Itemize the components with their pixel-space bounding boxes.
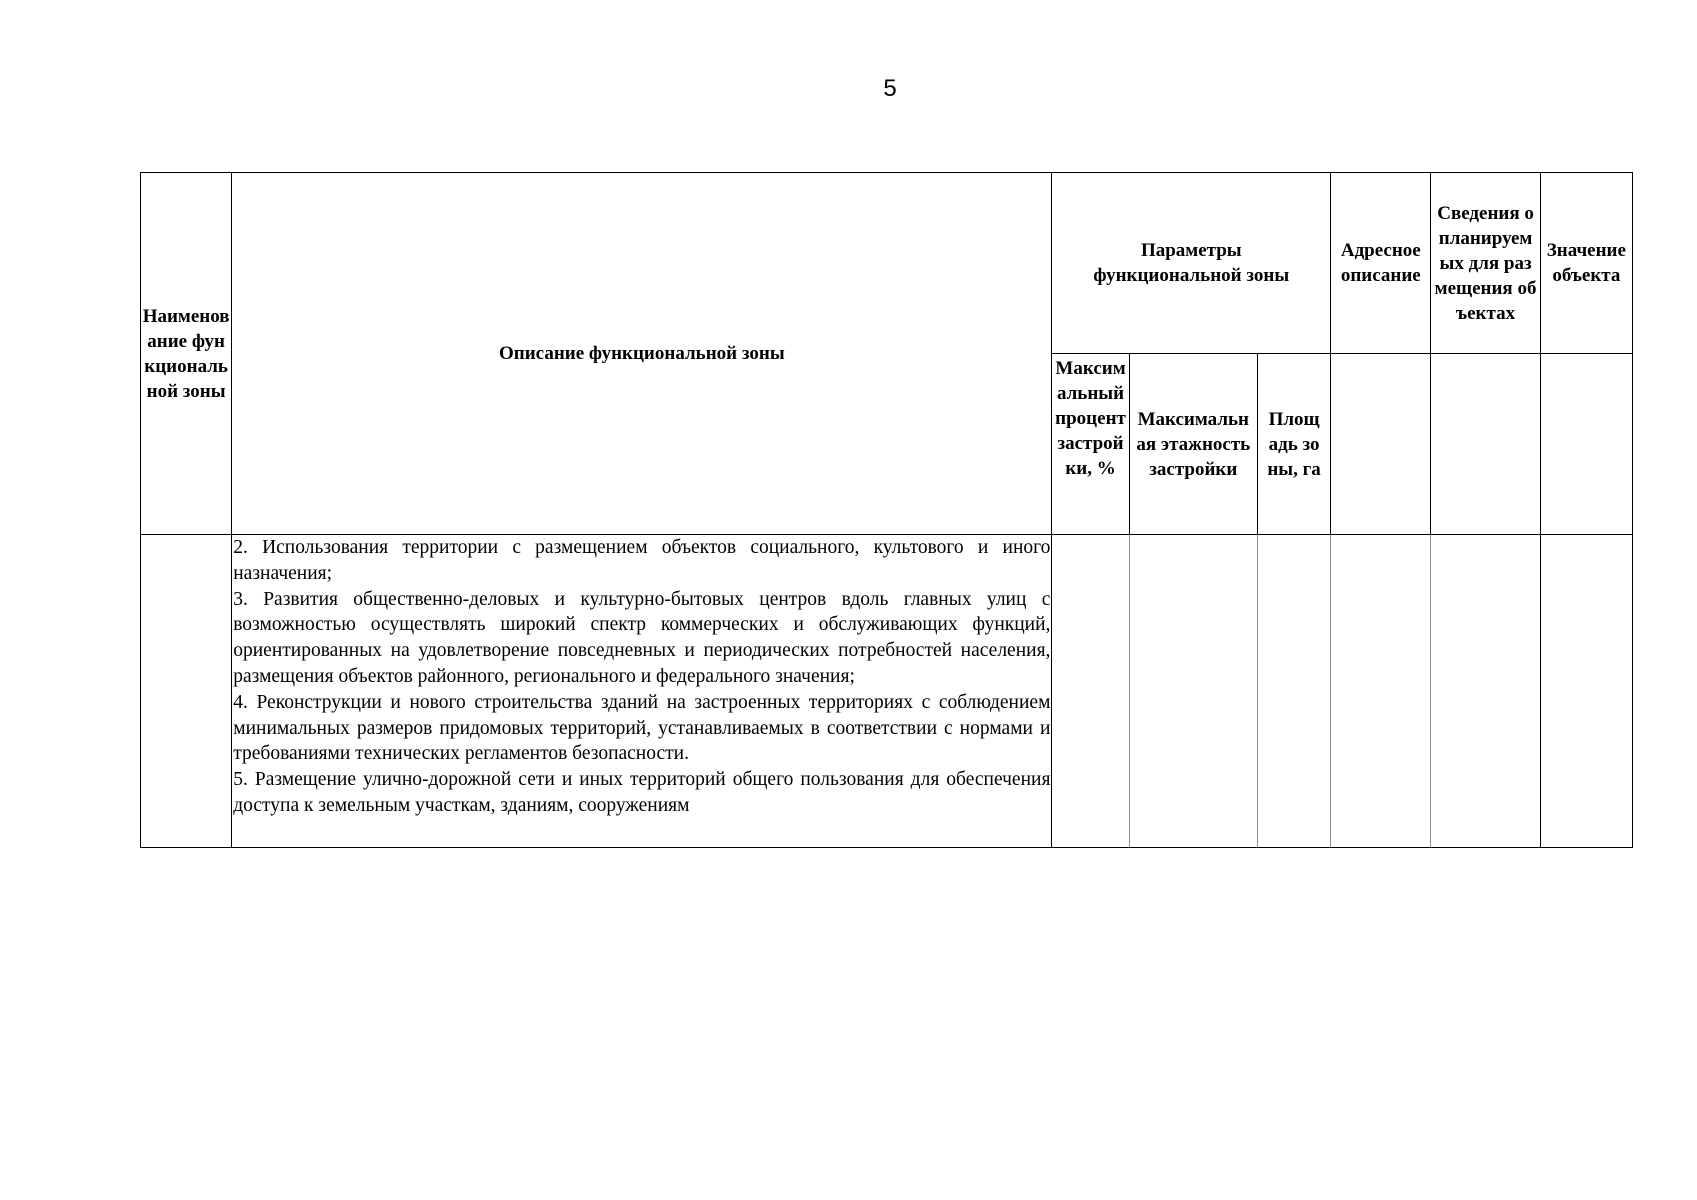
address-cell <box>1331 535 1431 848</box>
table-row <box>141 535 1633 848</box>
description-item-5: 5. Размещение улично-дорожной сети и иных территорий общего пользования для обеспечения доступа к земельным участкам, зданиям, сооружениям <box>233 769 1051 816</box>
zone-description-cell <box>232 535 1052 848</box>
object-value-cell <box>1540 535 1632 848</box>
header-zone-parameters-label: Параметры функциональной зоны <box>1093 240 1290 286</box>
header-zone-description <box>232 173 1052 535</box>
header-zone-area <box>1257 354 1330 535</box>
header-object-value <box>1540 173 1632 354</box>
header-max-build-percent-label: Максимальный процент застройки, % <box>1055 358 1126 479</box>
header-zone-description-label: Описание функциональной зоны <box>499 343 785 364</box>
page-number: 5 <box>883 75 897 102</box>
header-address-sub <box>1331 354 1431 535</box>
header-max-floors-label: Максимальная этажность застройки <box>1136 408 1251 480</box>
max-floors-cell <box>1129 535 1257 848</box>
header-address-label: Адресное описание <box>1340 240 1421 286</box>
header-planned-objects-sub <box>1431 354 1540 535</box>
header-address <box>1331 173 1431 354</box>
description-item-2: 2. Использования территории с размещением объектов социального, культового и иного назначения; <box>233 537 1051 584</box>
planned-objects-cell <box>1431 535 1540 848</box>
header-max-build-percent <box>1052 354 1129 535</box>
zone-name-cell <box>141 535 232 848</box>
max-build-percent-cell <box>1052 535 1129 848</box>
header-planned-objects-label: Сведения о планируемых для размещения объектах <box>1434 202 1537 324</box>
description-item-3: 3. Развития общественно-деловых и культурно-бытовых центров вдоль главных улиц с возможностью осуществлять широкий спектр коммерческих и обслуживающих функций, ориентированных на удовлетворение повседневных и периодических потребностей населения, размещения объектов районного, регионального и федерального значения; <box>233 588 1051 687</box>
header-zone-area-label: Площадь зоны, га <box>1267 408 1321 480</box>
zone-area-cell <box>1257 535 1330 848</box>
header-zone-name-label: Наименование функциональной зоны <box>142 305 230 402</box>
functional-zones-table <box>140 172 1633 848</box>
header-max-floors <box>1129 354 1257 535</box>
header-object-value-sub <box>1540 354 1632 535</box>
header-zone-parameters <box>1052 173 1331 354</box>
header-object-value-label: Значение объекта <box>1546 240 1626 286</box>
description-item-4: 4. Реконструкции и нового строительства зданий на застроенных территориях с соблюдением минимальных размеров придомовых территорий, устанавливаемых в соответствии с нормами и требованиями технических регламентов безопасности. <box>233 691 1051 765</box>
header-planned-objects <box>1431 173 1540 354</box>
header-zone-name <box>141 173 232 535</box>
